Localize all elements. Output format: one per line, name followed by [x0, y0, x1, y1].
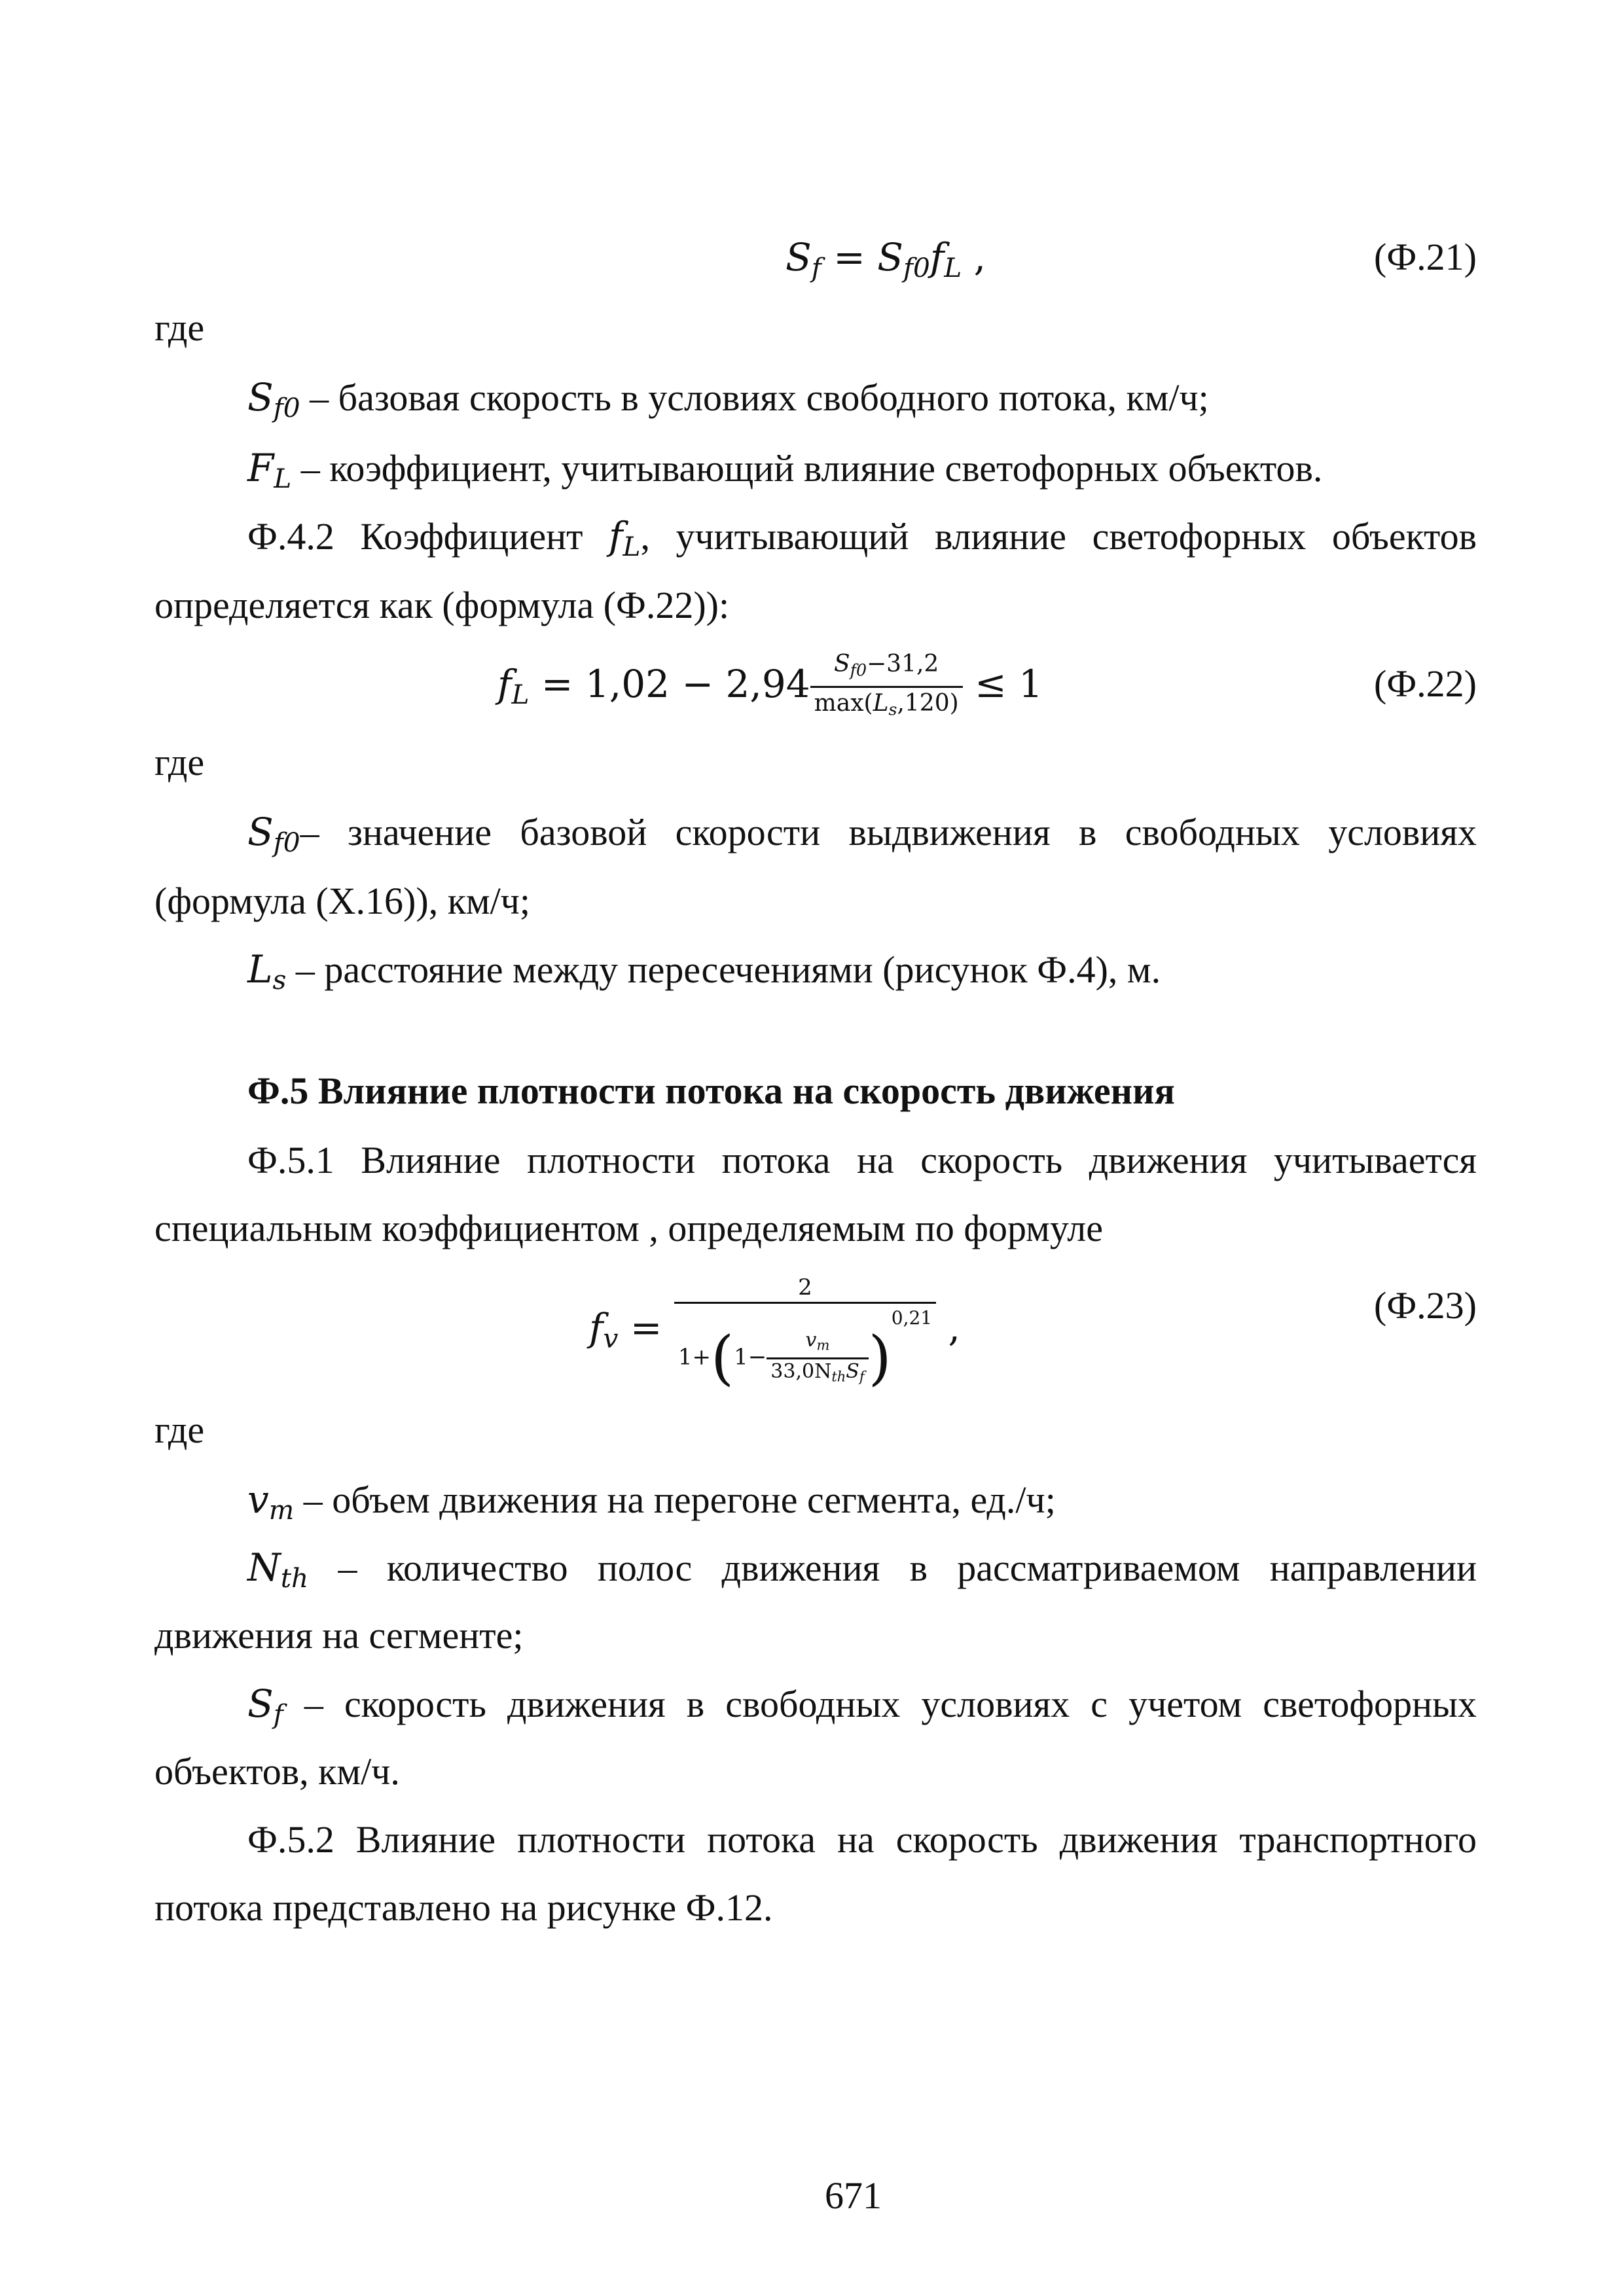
definition-sf-line1: $S_f$ – скорость движения в свободных условиях с учетом светофорных: [247, 1681, 1477, 1731]
fraction: 2 1+(1− $\frac{v_m}{33,0N_{th}S_f}$ )$^{0,21}$: [674, 1273, 936, 1389]
paragraph-f51-line2: специальным коэффициентом , определяемым по формуле: [154, 1207, 1103, 1249]
fraction: $\frac{S_{f0}-31,2}{\max(L_s,120)}$: [810, 649, 963, 726]
equation-f23: $f_v$ = 2 1+(1− $\frac{v_m}{33,0N_{th}S_f}$ )$^{0,21}$ ,: [589, 1274, 960, 1393]
paragraph-f42-line1: Ф.4.2 Коэффициент $f_L$, учитывающий влияние светофорных объектов: [247, 514, 1477, 563]
equation-f22: $f_L = 1,02 - 2,94$ $\frac{S_{f0}-31,2}{\max(L_s,120)}$ ≤ 1: [497, 648, 1043, 730]
paragraph-f42-line2: определяется как (формула (Ф.22)):: [154, 584, 730, 626]
definition-sf0-b-line2: (формула (Х.16)), км/ч;: [154, 880, 530, 922]
definition-sf0-b-line1: $S_{f0}-$ значение базовой скорости выдвижения в свободных условиях: [247, 810, 1477, 859]
definition-vm: $v_m$ – объем движения на перегоне сегмента, ед./ч;: [247, 1477, 1056, 1526]
definition-sf0: $S_{f0}$ – базовая скорость в условиях свободного потока, км/ч;: [247, 375, 1209, 424]
where-label: где: [154, 741, 205, 783]
equation-number: (Ф.22): [1374, 662, 1477, 705]
equation-f21: $S_f = S_{f0}f_L$ ,: [785, 235, 986, 284]
paragraph-f52-line2: потока представлено на рисунке Ф.12.: [154, 1886, 773, 1929]
definition-nth-line2: движения на сегменте;: [154, 1614, 524, 1657]
definition-sf-line2: объектов, км/ч.: [154, 1750, 400, 1793]
definition-nth-line1: $N_{th}$ – количество полос движения в рассматриваемом направлении: [247, 1545, 1477, 1594]
equation-number: (Ф.21): [1374, 236, 1477, 278]
page-number: 671: [825, 2174, 882, 2217]
where-label: где: [154, 1408, 205, 1451]
definition-ls: $L_s$ – расстояние между пересечениями (рисунок Ф.4), м.: [247, 947, 1161, 996]
paragraph-f52-line1: Ф.5.2 Влияние плотности потока на скорость движения транспортного: [247, 1818, 1477, 1861]
equation-number: (Ф.23): [1374, 1284, 1477, 1327]
paragraph-f51-line1: Ф.5.1 Влияние плотности потока на скорость движения учитывается: [247, 1139, 1477, 1181]
where-label: где: [154, 306, 205, 349]
definition-fl: $F_L$ – коэффициент, учитывающий влияние светофорных объектов.: [247, 446, 1323, 495]
section-heading: Ф.5 Влияние плотности потока на скорость движения: [247, 1069, 1175, 1112]
